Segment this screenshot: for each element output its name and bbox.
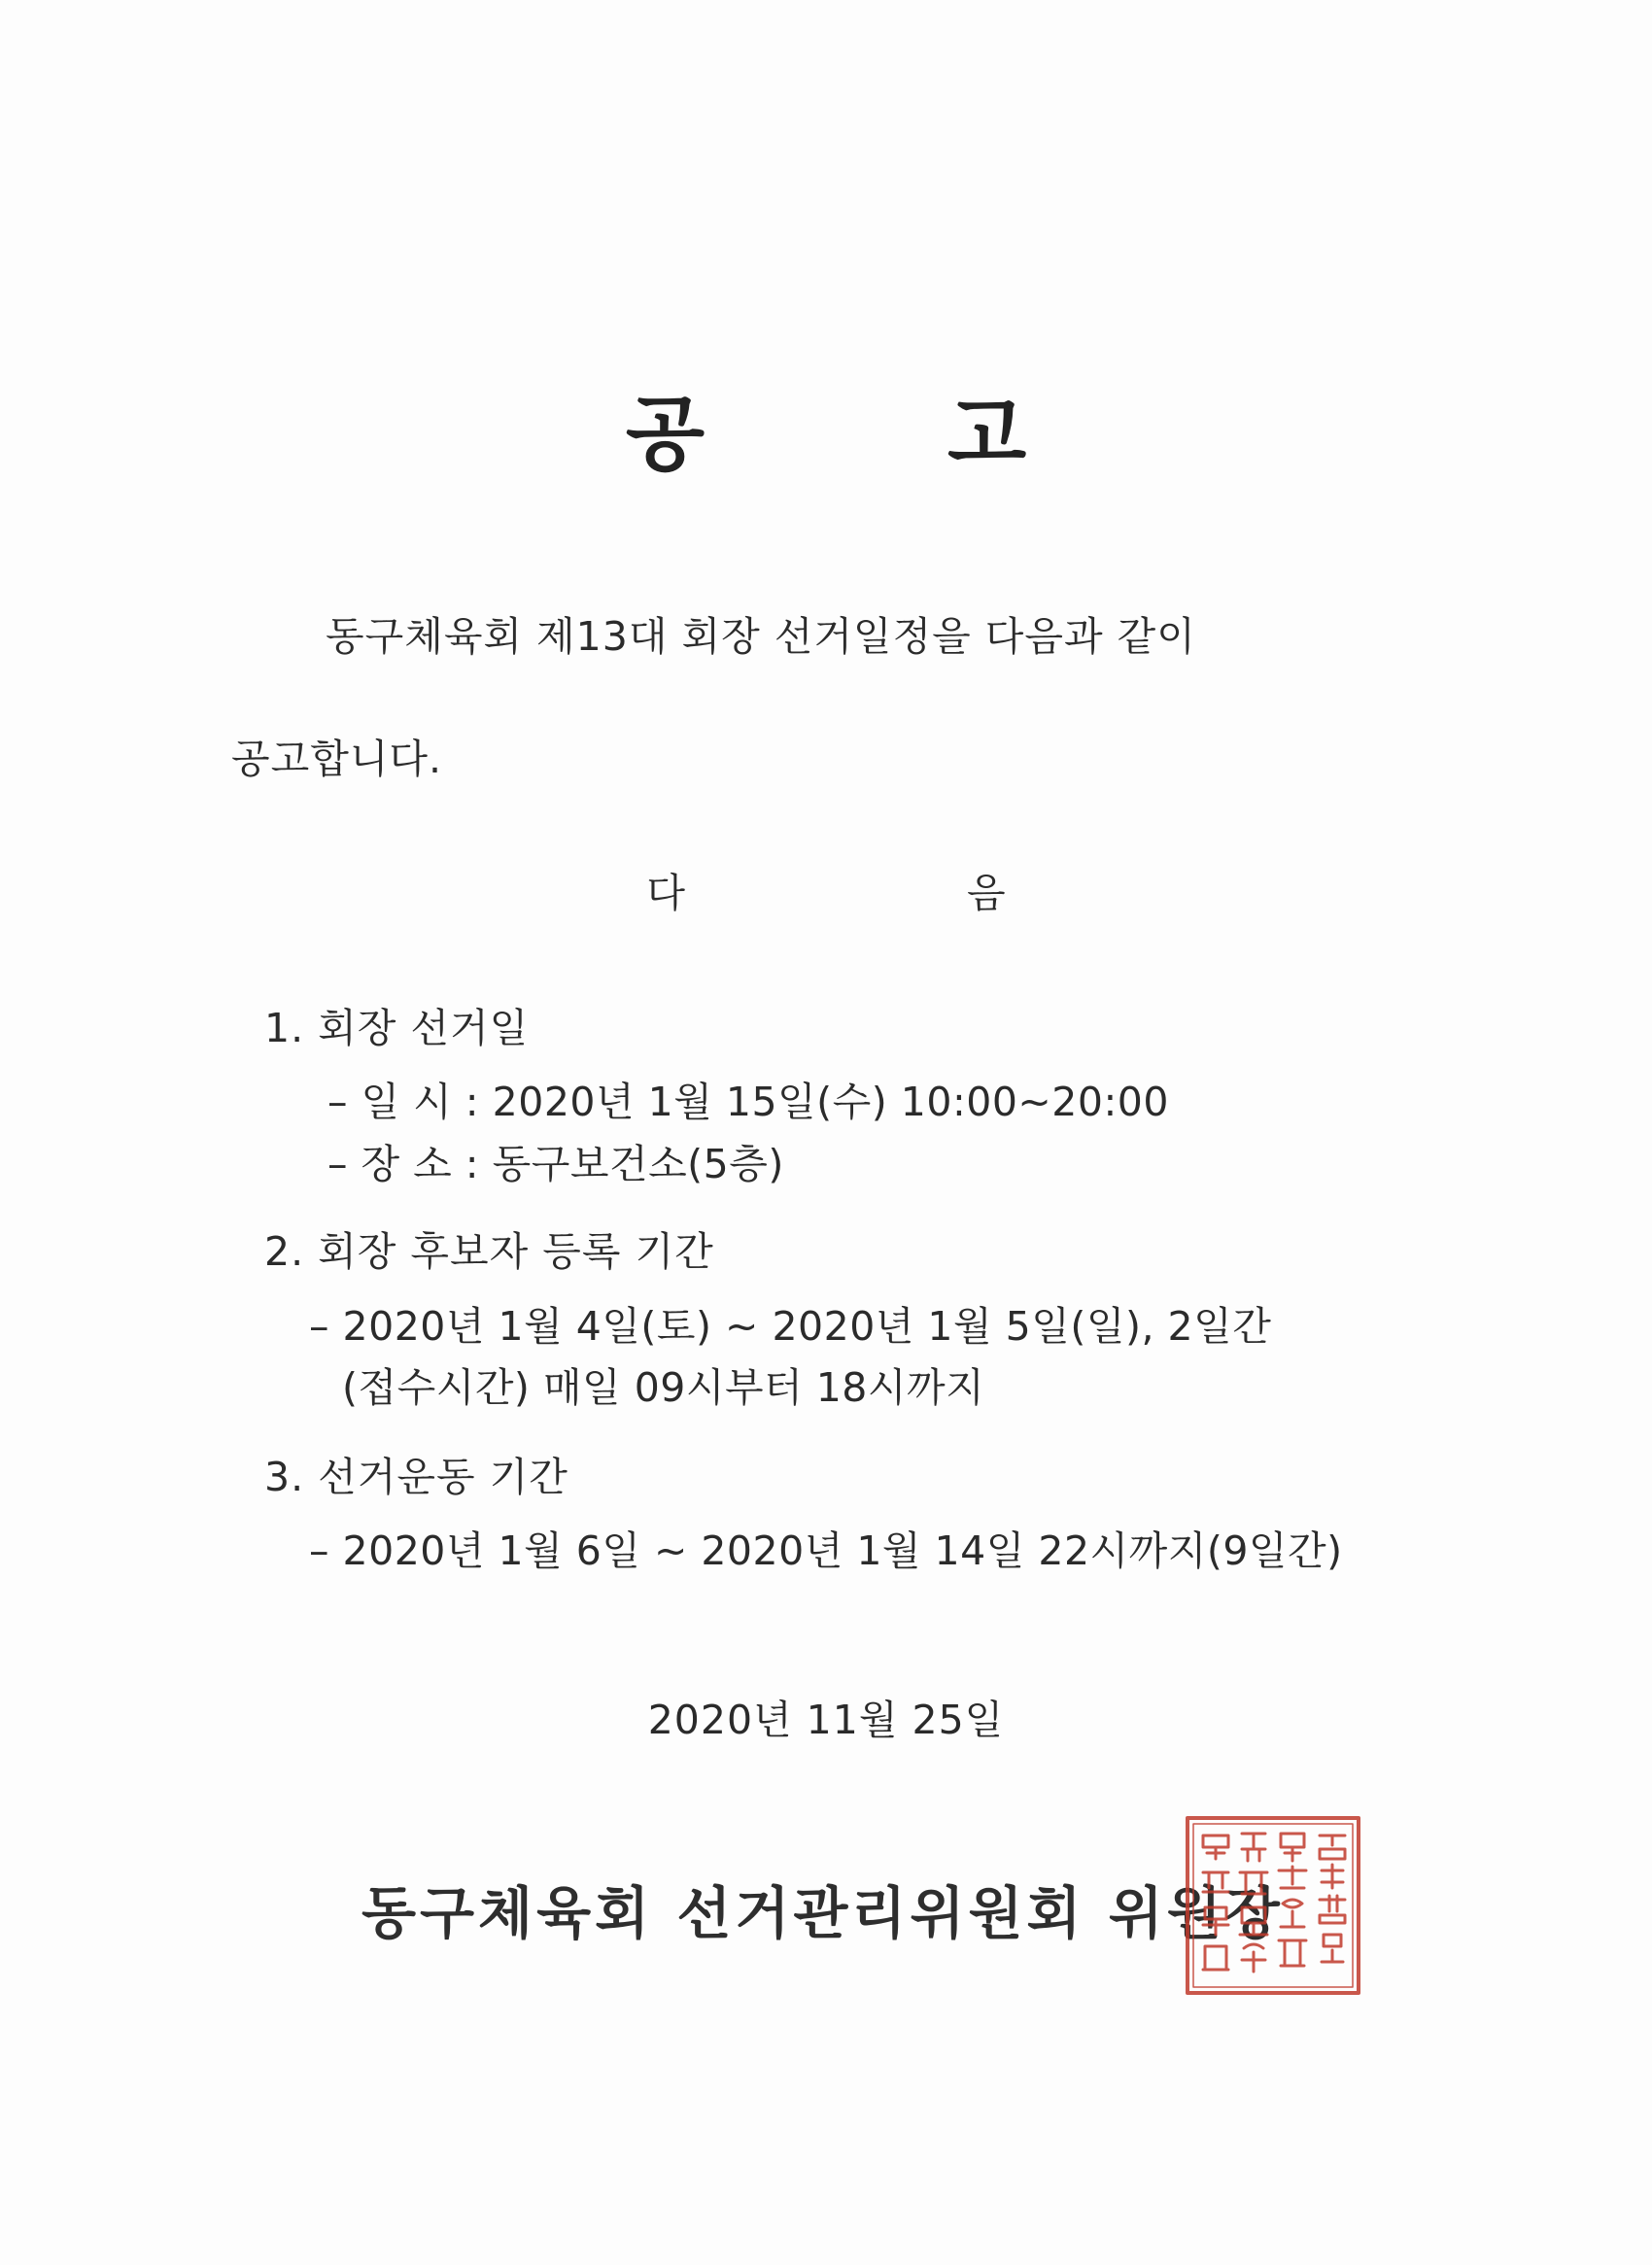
- item-line-registration-hours: (접수시간) 매일 09시부터 18시까지: [342, 1364, 985, 1411]
- section-char-2: 음: [967, 870, 1006, 916]
- notice-date: 2020년 11월 25일: [647, 1697, 1005, 1743]
- item-line-place: – 장 소 : 동구보건소(5층): [327, 1141, 784, 1187]
- section-char-1: 다: [646, 870, 685, 916]
- intro-line-1: 동구체육회 제13대 회장 선거일정을 다음과 같이: [326, 613, 1196, 660]
- section-heading: [0, 861, 1652, 918]
- item-heading-campaign: 3. 선거운동 기간: [264, 1454, 568, 1500]
- item-line-campaign-period: – 2020년 1월 6일 ~ 2020년 1월 14일 22시까지(9일간): [309, 1527, 1343, 1574]
- item-line-registration-period: – 2020년 1월 4일(토) ~ 2020년 1월 5일(일), 2일간: [309, 1303, 1272, 1350]
- item-line-datetime: – 일 시 : 2020년 1월 15일(수) 10:00~20:00: [327, 1079, 1169, 1125]
- official-seal: [1184, 1814, 1362, 1997]
- item-heading-registration: 2. 회장 후보자 등록 기간: [264, 1228, 714, 1275]
- item-heading-election-day: 1. 회장 선거일: [264, 1005, 530, 1051]
- title-char-1: 공: [625, 386, 705, 482]
- intro-line-2: 공고합니다.: [231, 736, 443, 782]
- title-char-2: 고: [947, 386, 1027, 482]
- page-title: [0, 369, 1652, 487]
- signature-line: 동구체육회 선거관리위원회 위원장: [361, 1880, 1284, 1946]
